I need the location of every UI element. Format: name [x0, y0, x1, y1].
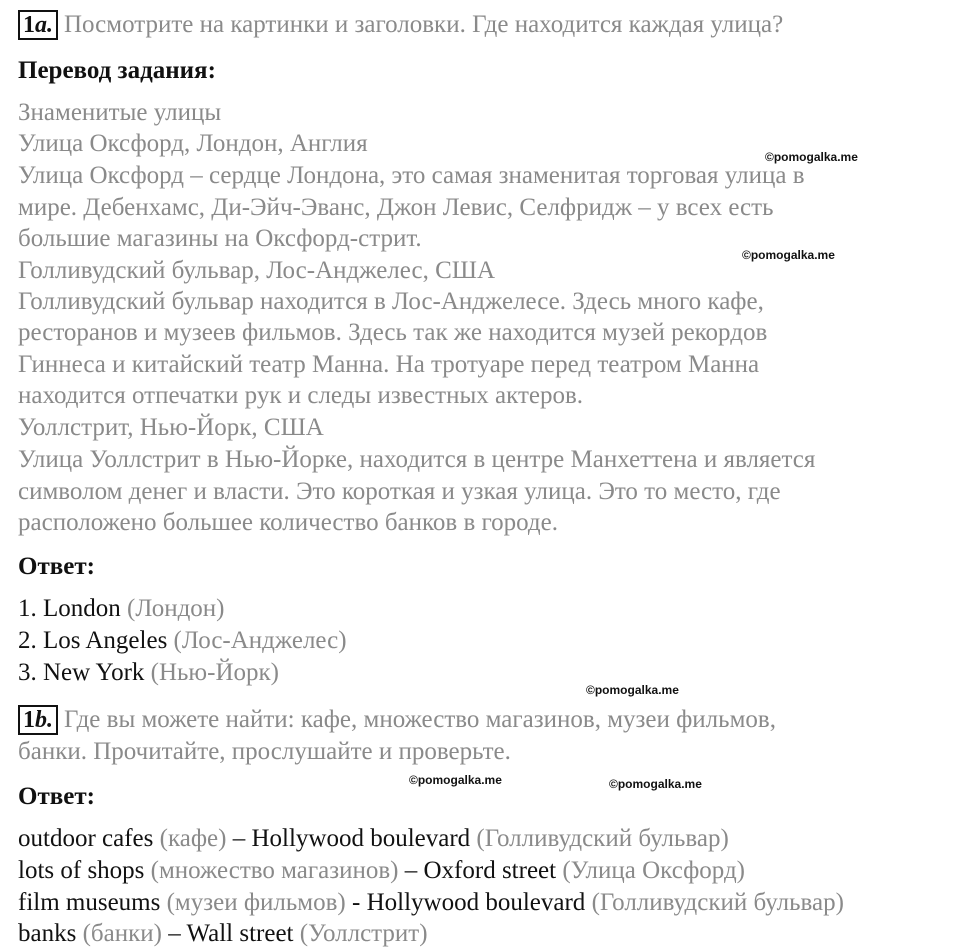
answer-line: 1. London (Лондон) — [18, 595, 225, 622]
translation-line: расположено большее количество банков в городе. — [18, 509, 558, 536]
task-1b-question: Где вы можете найти: кафе, множество магазинов, музеи фильмов, — [64, 706, 776, 733]
answer-heading-1b: Ответ: — [18, 783, 95, 810]
answer-heading-1a: Ответ: — [18, 553, 95, 580]
task-1b-header — [18, 705, 776, 735]
answer-line: banks (банки) – Wall street (Уоллстрит) — [18, 920, 428, 947]
translation-heading: Перевод задания: — [18, 57, 216, 84]
translation-line: находится отпечатки рук и следы известных актеров. — [18, 382, 584, 409]
task-1a-question: Посмотрите на картинки и заголовки. Где находится каждая улица? — [64, 11, 784, 38]
translation-line: ресторанов и музеев фильмов. Здесь так же находится музей рекордов — [18, 319, 768, 346]
answer-line: outdoor cafes (кафе) – Hollywood boulevard (Голливудский бульвар) — [18, 825, 729, 852]
translation-line: Улица Оксфорд – сердце Лондона, это самая знаменитая торговая улица в — [18, 162, 805, 189]
translation-line: Улица Уоллстрит в Нью-Йорке, находится в центре Манхеттена и является — [18, 446, 816, 473]
watermark: ©pomogalka.me — [609, 777, 702, 791]
answer-line: film museums (музеи фильмов) - Hollywood boulevard (Голливудский бульвар) — [18, 889, 844, 916]
answer-line: lots of shops (множество магазинов) – Oxford street (Улица Оксфорд) — [18, 857, 746, 884]
watermark: ©pomogalka.me — [765, 150, 858, 164]
translation-line: Голливудский бульвар, Лос-Анджелес, США — [18, 257, 496, 284]
translation-line: Голливудский бульвар находится в Лос-Анджелесе. Здесь много кафе, — [18, 288, 764, 315]
translation-line: Знаменитые улицы — [18, 99, 222, 126]
translation-line: символом денег и власти. Это короткая и узкая улица. Это то место, где — [18, 478, 781, 505]
task-1b-question-cont: банки. Прочитайте, прослушайте и проверьте. — [18, 738, 511, 765]
task-badge-1b: 1b. — [18, 705, 58, 735]
watermark: ©pomogalka.me — [409, 773, 502, 787]
translation-line: мире. Дебенхамс, Ди-Эйч-Эванс, Джон Левис, Селфридж – у всех есть — [18, 194, 774, 221]
translation-line: Улица Оксфорд, Лондон, Англия — [18, 130, 368, 157]
task-1a-header — [18, 10, 783, 40]
translation-line: Гиннеса и китайский театр Манна. На тротуаре перед театром Манна — [18, 351, 760, 378]
answer-line: 3. New York (Нью-Йорк) — [18, 659, 279, 686]
translation-line: большие магазины на Оксфорд-стрит. — [18, 225, 422, 252]
translation-line: Уоллстрит, Нью-Йорк, США — [18, 414, 324, 441]
watermark: ©pomogalka.me — [586, 683, 679, 697]
task-badge-1a: 1a. — [18, 10, 58, 40]
watermark: ©pomogalka.me — [742, 248, 835, 262]
answer-line: 2. Los Angeles (Лос-Анджелес) — [18, 627, 347, 654]
